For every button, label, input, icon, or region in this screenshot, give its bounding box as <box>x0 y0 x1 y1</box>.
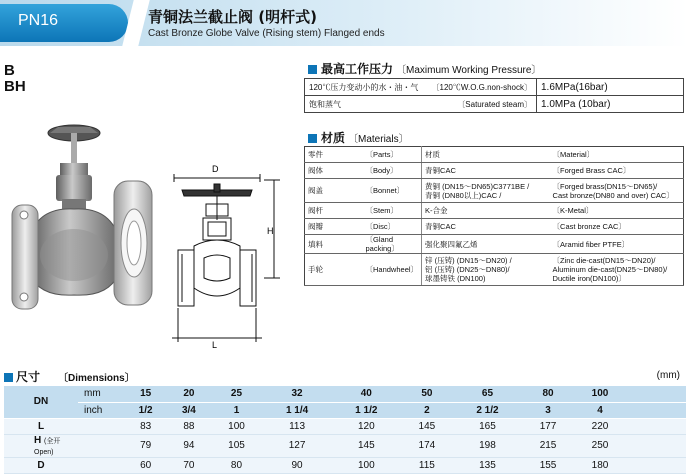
dimensions-inch-row <box>4 402 686 418</box>
model-code-b: B <box>4 62 15 79</box>
dimensions-table <box>4 386 686 474</box>
dimension-row-h <box>4 434 686 457</box>
dn-label: DN <box>4 386 78 418</box>
material-part-cn: 阀盖 <box>305 179 363 203</box>
dimension-value: 165 <box>453 418 522 434</box>
material-en: 〔Aramid fiber PTFE〕 <box>550 235 684 254</box>
dn-inch-value: 1/2 <box>124 402 167 418</box>
dimension-value: 90 <box>262 457 331 473</box>
pressure-condition <box>305 79 537 96</box>
dn-mm-value: 80 <box>522 386 574 402</box>
dimension-value: 135 <box>453 457 522 473</box>
dimension-value: 100 <box>332 457 401 473</box>
inch-label: inch <box>78 402 124 418</box>
material-cn: 青铜CAC <box>422 219 550 235</box>
dimension-label: H <box>34 434 42 446</box>
material-en: 〔Forged Brass CAC〕 <box>550 163 684 179</box>
material-cn: 青铜CAC <box>422 163 550 179</box>
materials-section-heading <box>308 129 409 146</box>
dn-inch-value: 3 <box>522 402 574 418</box>
page-subtitle: Cast Bronze Globe Valve (Rising stem) Flanged ends <box>148 28 385 39</box>
material-cn: 黄铜 (DN15～DN65)C3771BE / 青铜 (DN80以上)CAC / <box>422 179 550 203</box>
dimension-label-cell <box>4 434 78 457</box>
materials-part-en-header: 〔Parts〕 <box>363 147 422 163</box>
dimension-value: 100 <box>211 418 263 434</box>
pressure-condition-en: 〔Saturated steam〕 <box>457 99 532 109</box>
section-bullet-icon <box>308 65 317 74</box>
pressure-condition <box>305 96 537 113</box>
spacer-cell <box>626 457 686 473</box>
dn-inch-value: 1 <box>211 402 263 418</box>
material-part-cn: 阀杆 <box>305 203 363 219</box>
dn-inch-value: 4 <box>574 402 626 418</box>
dimension-value: 215 <box>522 434 574 457</box>
materials-header-row <box>305 147 684 163</box>
dimension-value: 198 <box>453 434 522 457</box>
dimension-value: 145 <box>401 418 453 434</box>
pressure-table <box>304 78 684 113</box>
dn-mm-value: 50 <box>401 386 453 402</box>
dn-inch-value: 3/4 <box>167 402 210 418</box>
pressure-title-en: 〔Maximum Working Pressure〕 <box>396 65 542 76</box>
pressure-row <box>305 96 684 113</box>
spacer-cell <box>626 434 686 457</box>
dn-inch-value: 1 1/4 <box>262 402 331 418</box>
material-part-en: 〔Handwheel〕 <box>363 254 422 286</box>
dn-mm-value: 65 <box>453 386 522 402</box>
dimension-value: 174 <box>401 434 453 457</box>
model-code-bh: BH <box>4 78 26 95</box>
pressure-title-cn: 最高工作压力 <box>321 62 394 76</box>
dimension-value: 94 <box>167 434 210 457</box>
header-band <box>0 0 688 46</box>
dimension-note <box>78 457 124 473</box>
dn-inch-value: 2 1/2 <box>453 402 522 418</box>
materials-title-en: 〔Materials〕 <box>348 134 409 145</box>
dimension-value: 83 <box>124 418 167 434</box>
dimension-value: 115 <box>401 457 453 473</box>
dimension-value: 80 <box>211 457 263 473</box>
material-cn: K-合金 <box>422 203 550 219</box>
dn-mm-value: 20 <box>167 386 210 402</box>
valve-photo-image <box>10 115 160 315</box>
material-en: 〔K-Metal〕 <box>550 203 684 219</box>
dn-inch-value: 1 1/2 <box>332 402 401 418</box>
drawing-label-d: D <box>212 164 219 174</box>
section-bullet-icon <box>4 373 13 382</box>
material-en: 〔Forged brass(DN15～DN65)/ Cast bronze(DN80 and over) CAC〕 <box>550 179 684 203</box>
materials-row <box>305 235 684 254</box>
section-bullet-icon <box>308 134 317 143</box>
dimension-row-d <box>4 457 686 473</box>
materials-row <box>305 203 684 219</box>
pressure-value: 1.6MPa(16bar) <box>537 79 684 96</box>
page-title: 青铜法兰截止阀 (明杆式) <box>148 8 317 26</box>
materials-row <box>305 163 684 179</box>
dn-mm-value: 25 <box>211 386 263 402</box>
drawing-label-h: H <box>267 226 274 236</box>
pressure-row <box>305 79 684 96</box>
dimension-label: L <box>4 418 78 434</box>
material-part-cn: 填料 <box>305 235 363 254</box>
pressure-section-heading <box>308 60 541 77</box>
material-cn: 锌 (压铸) (DN15～DN20) / 铝 (压铸) (DN25～DN80)/ 球墨铸铁 (DN100) <box>422 254 550 286</box>
materials-part-cn-header: 零件 <box>305 147 363 163</box>
materials-row <box>305 219 684 235</box>
material-part-cn: 阀瓣 <box>305 219 363 235</box>
spacer-cell <box>78 434 124 457</box>
dimensions-title-en: 〔Dimensions〕 <box>58 373 135 384</box>
spacer-cell <box>626 402 686 418</box>
dimension-value: 120 <box>332 418 401 434</box>
dimensions-unit: (mm) <box>656 370 680 381</box>
material-part-cn: 阀体 <box>305 163 363 179</box>
dimension-value: 177 <box>522 418 574 434</box>
pressure-condition-cn: 饱和蒸气 <box>309 99 341 109</box>
pressure-condition-en: 〔120℃W.O.G.non-shock〕 <box>431 82 532 92</box>
material-part-en: 〔Stem〕 <box>363 203 422 219</box>
dimension-value: 155 <box>522 457 574 473</box>
dimension-value: 113 <box>262 418 331 434</box>
dimension-value: 220 <box>574 418 626 434</box>
dn-inch-value: 2 <box>401 402 453 418</box>
material-part-en: 〔Body〕 <box>363 163 422 179</box>
dimension-row-l <box>4 418 686 434</box>
materials-mat-en-header: 〔Material〕 <box>550 147 684 163</box>
dimensions-section-heading <box>4 368 135 385</box>
dimension-note <box>78 418 124 434</box>
pressure-value: 1.0MPa (10bar) <box>537 96 684 113</box>
materials-table <box>304 146 684 286</box>
materials-mat-cn-header: 材质 <box>422 147 550 163</box>
dn-mm-value: 15 <box>124 386 167 402</box>
material-cn: 强化聚四氟乙烯 <box>422 235 550 254</box>
dimension-value: 250 <box>574 434 626 457</box>
dimension-value: 127 <box>262 434 331 457</box>
drawing-label-l: L <box>212 340 218 350</box>
dn-mm-value: 40 <box>332 386 401 402</box>
dimension-value: 145 <box>332 434 401 457</box>
pressure-condition-cn: 120℃压力变动小的水・油・气 <box>309 82 419 92</box>
material-part-en: 〔Gland packing〕 <box>363 235 422 254</box>
dn-mm-value: 100 <box>574 386 626 402</box>
dimension-value: 88 <box>167 418 210 434</box>
dimension-value: 105 <box>211 434 263 457</box>
materials-title-cn: 材质 <box>321 131 346 145</box>
spacer-cell <box>626 386 686 402</box>
valve-dimension-drawing <box>168 160 288 350</box>
dimensions-title-cn: 尺寸 <box>16 370 41 384</box>
dimension-value: 79 <box>124 434 167 457</box>
mm-label: mm <box>78 386 124 402</box>
spacer-cell <box>626 418 686 434</box>
materials-row <box>305 179 684 203</box>
dimension-label: D <box>4 457 78 473</box>
material-en: 〔Zinc die-cast(DN15～DN20)/ Aluminum die-cast(DN25～DN80)/ Ductile iron(DN100)〕 <box>550 254 684 286</box>
material-part-cn: 手轮 <box>305 254 363 286</box>
dimension-value: 60 <box>124 457 167 473</box>
dimension-note: (全开 Open) <box>34 437 61 456</box>
dn-mm-value: 32 <box>262 386 331 402</box>
material-en: 〔Cast bronze CAC〕 <box>550 219 684 235</box>
materials-row <box>305 254 684 286</box>
dimensions-mm-row <box>4 386 686 402</box>
dimension-value: 180 <box>574 457 626 473</box>
pressure-class-label: PN16 <box>18 12 59 29</box>
dimension-value: 70 <box>167 457 210 473</box>
material-part-en: 〔Bonnet〕 <box>363 179 422 203</box>
material-part-en: 〔Disc〕 <box>363 219 422 235</box>
